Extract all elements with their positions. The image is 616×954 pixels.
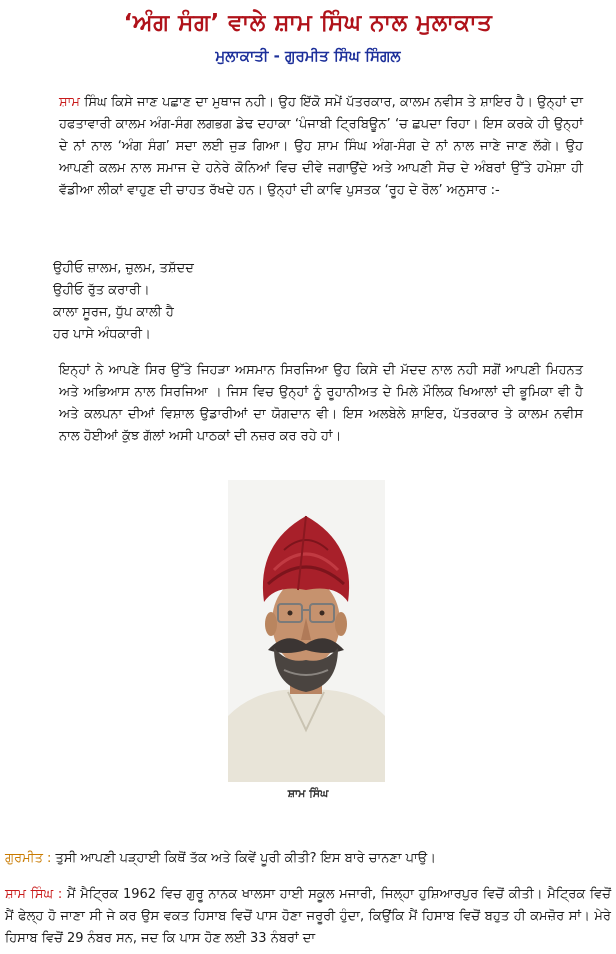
question-speaker: ਗੁਰਮੀਤ : xyxy=(5,851,52,866)
photo-caption: ਸ਼ਾਮ ਸਿੰਘ xyxy=(287,787,329,800)
poem-line: ਹਰ ਪਾਸੇ ਅੰਧਕਾਰੀ। xyxy=(53,327,151,342)
second-paragraph: ਇਨ੍ਹਾਂ ਨੇ ਆਪਣੇ ਸਿਰ ਉੱਤੇ ਜਿਹੜਾ ਅਸਮਾਨ ਸਿਰਜਿਆ ਉਹ ਕਿਸੇ ਦੀ ਮੱਦਦ ਨਾਲ ਨਹੀ ਸਗੋਂ ਆਪਣੀ ਮਿਹਨਤ ਅਤੇ ਅਭਿਆਸ ਨਾਲ ਸਿਰਜਿਆ । ਜਿਸ ਵਿਚ ਉਨ੍ਹਾਂ ਨੂੰ ਰੂਹਾਨੀਅਤ ਦੇ ਮਿਲੇ ਮੌਲਿਕ ਖਿਆਲਾਂ ਦੀ ਭੂਮਿਕਾ ਵੀ ਹੈ ਅਤੇ ਕਲਪਨਾ ਦੀਆਂ ਵਿਸ਼ਾਲ ਉਡਾਰੀਆਂ ਦਾ ਯੋਗਦਾਨ ਵੀ। ਇਸ ਅਲਬੇਲੇ ਸ਼ਾਇਰ, ਪੱਤਰਕਾਰ ਤੇ ਕਾਲਮ ਨਵੀਸ ਨਾਲ ਹੋਈਆਂ ਕੁੱਝ ਗੱਲਾਂ ਅਸੀ ਪਾਠਕਾਂ ਦੀ ਨਜ਼ਰ ਕਰ ਰਹੇ ਹਾਂ। xyxy=(59,363,583,444)
article-title: ‘ਅੰਗ ਸੰਗ’ ਵਾਲੇ ਸ਼ਾਮ ਸਿੰਘ ਨਾਲ ਮੁਲਾਕਾਤ xyxy=(123,10,493,36)
article-byline: ਮੁਲਾਕਾਤੀ - ਗੁਰਮੀਤ ਸਿੰਘ ਸਿੰਗਲ xyxy=(215,47,401,65)
poem-block xyxy=(53,258,533,346)
answer-text: ਮੈਂ ਮੈਟ੍ਰਿਕ 1962 ਵਿਚ ਗੁਰੂ ਨਾਨਕ ਖਾਲਸਾ ਹਾਈ ਸਕੂਲ ਮਜਾਰੀ, ਜਿਲ੍ਹਾ ਹੁਸ਼ਿਆਰਪੁਰ ਵਿਚੋਂ ਕੀਤੀ। ਮੈਟ੍ਰਿਕ ਵਿਚੋਂ ਮੈਂ ਫੇਲ੍ਹ ਹੋ ਜਾਣਾ ਸੀ ਜੇ ਕਰ ਉਸ ਵਕਤ ਹਿਸਾਬ ਵਿਚੋਂ ਪਾਸ ਹੋਣਾ ਜਰੂਰੀ ਹੁੰਦਾ, ਕਿਉਂਕਿ ਮੈਂ ਹਿਸਾਬ ਵਿਚੋਂ ਬਹੁਤ ਹੀ ਕਮਜ਼ੋਰ ਸਾਂ। ਮੇਰੇ ਹਿਸਾਬ ਵਿਚੋਂ 29 ਨੰਬਰ ਸਨ, ਜਦ ਕਿ ਪਾਸ ਹੋਣ ਲਈ 33 ਨੰਬਰਾਂ ਦਾ xyxy=(5,887,612,946)
question-line xyxy=(5,848,611,870)
intro-text: ਸਿੰਘ ਕਿਸੇ ਜਾਣ ਪਛਾਣ ਦਾ ਮੁਥਾਜ ਨਹੀ। ਉਹ ਇੱਕੋ ਸਮੇਂ ਪੱਤਰਕਾਰ, ਕਾਲਮ ਨਵੀਸ ਤੇ ਸ਼ਾਇਰ ਹੈ। ਉਨ੍ਹਾਂ ਦਾ ਹਫਤਾਵਾਰੀ ਕਾਲਮ ਅੰਗ-ਸੰਗ ਲਗਭਗ ਡੇਢ ਦਹਾਕਾ ‘ਪੰਜਾਬੀ ਟ੍ਰਿਬਿਊਨ’ ‘ਚ ਛਪਦਾ ਰਿਹਾ। ਇਸ ਕਰਕੇ ਹੀ ਉਨ੍ਹਾਂ ਦੇ ਨਾਂ ਨਾਲ ‘ਅੰਗ ਸੰਗ’ ਸਦਾ ਲਈ ਜੁੜ ਗਿਆ। ਉਹ ਸ਼ਾਮ ਸਿੰਘ ਅੰਗ-ਸੰਗ ਦੇ ਨਾਂ ਨਾਲ ਜਾਣੇ ਜਾਣ ਲੱਗੇ। ਉਹ ਆਪਣੀ ਕਲਮ ਨਾਲ ਸਮਾਜ ਦੇ ਹਨੇਰੇ ਕੋਨਿਆਂ ਵਿਚ ਦੀਵੇ ਜਗਾਉਂਦੇ ਅਤੇ ਆਪਣੀ ਸੋਚ ਦੇ ਅੰਬਰਾਂ ਉੱਤੇ ਹਮੇਸ਼ਾ ਹੀ ਵੱਡੀਆ ਲੀਕਾਂ ਵਾਹੁਣ ਦੀ ਚਾਹਤ ਰੱਖਦੇ ਹਨ। ਉਨ੍ਹਾਂ ਦੀ ਕਾਵਿ ਪੁਸਤਕ ‘ਰੂਹ ਦੇ ਰੋਲ’ ਅਨੁਸਾਰ :- xyxy=(59,95,583,198)
question-text: ਤੁਸੀ ਆਪਣੀ ਪੜ੍ਹਾਈ ਕਿਥੋਂ ਤੱਕ ਅਤੇ ਕਿਵੇਂ ਪੂਰੀ ਕੀਤੀ? ਇਸ ਬਾਰੇ ਚਾਨਣਾ ਪਾਉ। xyxy=(51,851,436,866)
answer-paragraph xyxy=(5,884,611,950)
poem-line: ਕਾਲਾ ਸੂਰਜ, ਧੁੱਪ ਕਾਲੀ ਹੈ xyxy=(53,305,174,320)
poem-line: ਉਹੀਓ ਰੁੱਤ ਕਰਾਰੀ। xyxy=(53,283,150,298)
intro-paragraph xyxy=(59,92,583,202)
intro-lead-name: ਸ਼ਾਮ xyxy=(59,95,80,110)
portrait-photo xyxy=(228,480,385,782)
poem-line: ਉਹੀਓ ਜ਼ਾਲਮ, ਜ਼ੁਲਮ, ਤਸ਼ੱਦਦ xyxy=(53,261,194,276)
answer-speaker: ਸ਼ਾਮ ਸਿੰਘ : xyxy=(5,887,63,902)
